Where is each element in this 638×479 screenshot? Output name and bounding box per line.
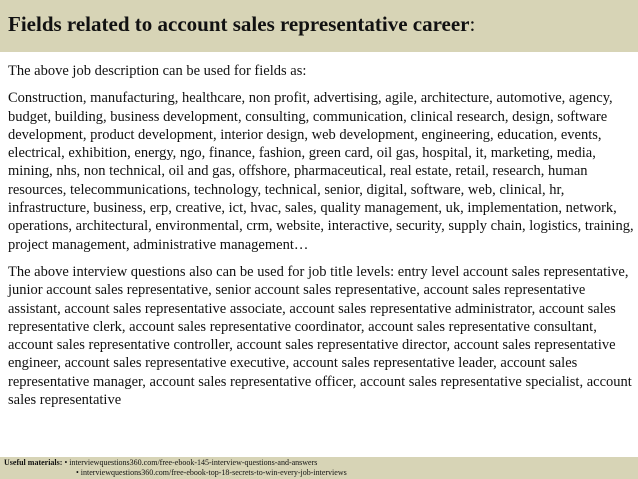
footer-row-2	[4, 468, 638, 478]
footer-label: Useful materials:	[4, 458, 63, 467]
footer-row-1	[4, 458, 638, 468]
title-text: Fields related to account sales representative career	[8, 12, 470, 36]
levels-paragraph: The above interview questions also can be used for job title levels: entry level account sales representative, junior account sales representative, senior account sales representative, account sales representative assistant, account sales representative associate, account sales representative administrator, account sales representative clerk, account sales representative coordinator, account sales representative consultant, account sales representative controller, account sales representative director, account sales representative engineer, account sales representative executive, account sales representative leader, account sales representative manager, account sales representative officer, account sales representative specialist, account sales representative	[8, 263, 632, 409]
title-colon: :	[469, 12, 476, 36]
footer-link-1[interactable]: • interviewquestions360.com/free-ebook-145-interview-questions-and-answers	[64, 458, 318, 467]
footer	[0, 457, 638, 479]
fields-paragraph: Construction, manufacturing, healthcare, non profit, advertising, agile, architecture, automotive, agency, budget, building, business development, consulting, communication, clinical research, design, software development, product development, interior design, web development, engineering, education, events, electrical, exhibition, energy, ngo, finance, fashion, green card, oil gas, hospital, it, marketing, media, mining, nhs, non technical, oil and gas, offshore, pharmaceutical, real estate, retail, research, human resources, telecommunications, technology, technical, senior, digital, software, web, clinical, hr, infrastructure, business, erp, creative, ict, hvac, sales, quality management, uk, implementation, network, operations, architectural, environmental, crm, website, interactive, security, supply chain, logistics, training, project management, administrative management…	[8, 90, 634, 253]
intro-text: The above job description can be used for fields as:	[8, 63, 307, 79]
title-bar	[0, 0, 638, 52]
footer-link-2[interactable]: • interviewquestions360.com/free-ebook-top-18-secrets-to-win-every-job-interviews	[76, 468, 347, 477]
slide-title	[8, 12, 638, 36]
content	[8, 62, 636, 418]
